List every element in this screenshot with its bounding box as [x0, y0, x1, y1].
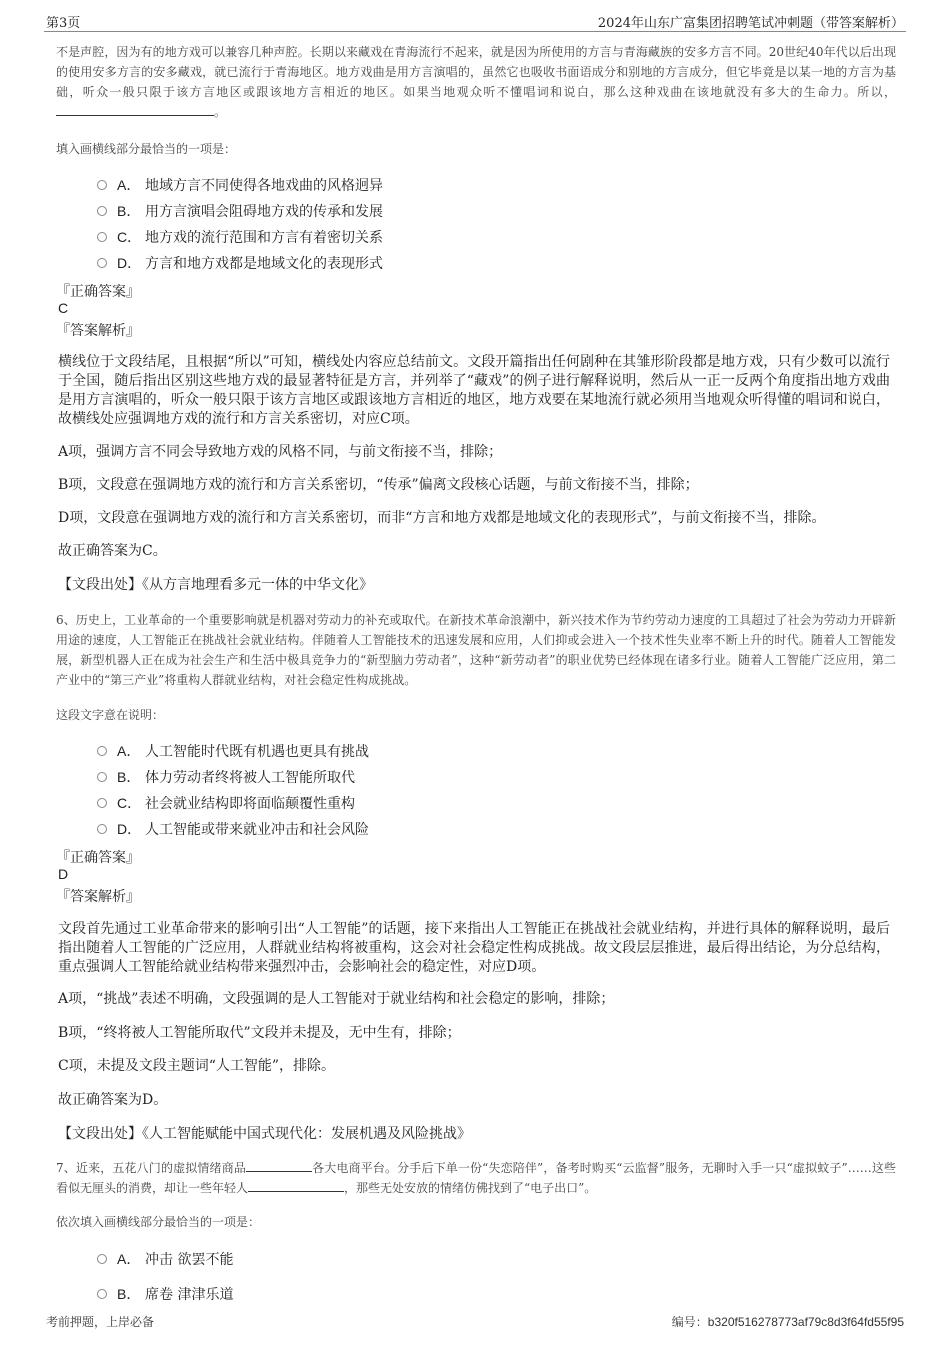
q5-blank [56, 103, 214, 116]
radio-icon[interactable] [97, 824, 107, 834]
radio-icon[interactable] [97, 1254, 107, 1264]
q6-option-d[interactable]: D． 人工智能或带来就业冲击和社会风险 [97, 819, 369, 839]
q7-option-a[interactable]: A． 冲击 欲罢不能 [97, 1249, 233, 1269]
header-divider [44, 31, 906, 32]
q6-passage: 6、历史上，工业革命的一个重要影响就是机器对劳动力的补充或取代。在新技术革命浪潮中，新兴技术作为节约劳动力速度的工具超过了社会为劳动力开辟新用途的速度，人工智能正在挑战社会就业结构。伴随着人工智能技术的迅速发展和应用，人们抑或会进入一个技术性失业率不断上升的时代。随着人工智能发展，新型机器人正在成为社会生产和生活中极具竞争力的“新型脑力劳动者”，这种“新劳动者”的职业优势已经体现在诸多行业。随着人工智能广泛应用，第二产业中的“第三产业”将重构人群就业结构，对社会稳定性构成挑战。 [56, 613, 896, 687]
q6-analysis-a: A项，“挑战”表述不明确，文段强调的是人工智能对于就业结构和社会稳定的影响，排除； [58, 991, 615, 1007]
radio-icon[interactable] [97, 772, 107, 782]
radio-icon[interactable] [97, 1289, 107, 1299]
q5-analysis-a: A项，强调方言不同会导致地方戏的风格不同，与前文衔接不当，排除； [58, 444, 503, 460]
q5-source: 【文段出处】《从方言地理看多元一体的中华文化》 [58, 577, 373, 593]
q7-blank-1 [246, 1159, 312, 1172]
q5-prompt: 填入画横线部分最恰当的一项是： [56, 142, 237, 156]
q5-passage [56, 42, 896, 122]
q6-analysis-label: 『答案解析』 [56, 889, 140, 905]
q6-analysis-b: B项，“终将被人工智能所取代”文段并未提及，无中生有，排除； [58, 1025, 461, 1041]
q6-answer: D [58, 866, 69, 882]
q5-passage-text: 不是声腔，因为有的地方戏可以兼容几种声腔。长期以来藏戏在青海流行不起来，就是因为所使用的方言与青海藏族的安多方言不同。20世纪40年代以后出现的使用安多方言的安多藏戏，就已流行于青海地区。地方戏曲是用方言演唱的，虽然它也吸收书面语成分和别地的方言成分，但它毕竟是以某一地的方言为基础，听众一般只限于该方言地区或跟该地方言相近的地区。如果当地观众听不懂唱词和说白，那么这种戏曲在该地就没有多大的生命力。所以， [56, 45, 896, 99]
q6-answer-label: 『正确答案』 [56, 850, 140, 866]
q6-option-c[interactable]: C． 社会就业结构即将面临颠覆性重构 [97, 793, 355, 813]
q6-option-a[interactable]: A． 人工智能时代既有机遇也更具有挑战 [97, 741, 369, 761]
q7-passage: 7、近来，五花八门的虚拟情绪商品 各大电商平台。分手后下单一份“失恋陪伴”，备考时购买“云监督”服务，无聊时入手一只“虚拟蚊子”……这些看似无厘头的消费，却让一些年轻人 ，那些无处安放的情绪仿佛找到了“电子出口”。 [56, 1161, 896, 1195]
radio-icon[interactable] [97, 206, 107, 216]
page-header [46, 12, 904, 32]
page-number: 第3页 [46, 16, 81, 31]
q5-analysis-b: B项，文段意在强调地方戏的流行和方言关系密切，“传承”偏离文段核心话题，与前文衔接不当，排除； [58, 477, 699, 493]
q6-analysis-main: 文段首先通过工业革命带来的影响引出“人工智能”的话题，接下来指出人工智能正在挑战社会就业结构，并进行具体的解释说明，最后指出随着人工智能的广泛应用，人群就业结构将被重构，这会对社会稳定性构成挑战。故文段层层推进，最后得出结论，为分总结构，重点强调人工智能给就业结构带来强烈冲击，会影响社会的稳定性，对应D项。 [58, 921, 890, 975]
radio-icon[interactable] [97, 180, 107, 190]
q5-option-d[interactable]: D． 方言和地方戏都是地域文化的表现形式 [97, 253, 383, 273]
q7-option-b[interactable]: B． 席卷 津津乐道 [97, 1284, 233, 1304]
q5-option-c[interactable]: C． 地方戏的流行范围和方言有着密切关系 [97, 227, 383, 247]
q6-conclusion: 故正确答案为D。 [58, 1092, 168, 1108]
q6-prompt: 这段文字意在说明： [56, 708, 165, 722]
q5-option-b[interactable]: B． 用方言演唱会阻碍地方戏的传承和发展 [97, 201, 383, 221]
document-title: 2024年山东广富集团招聘笔试冲刺题（带答案解析） [597, 16, 904, 31]
q6-source: 【文段出处】《人工智能赋能中国式现代化：发展机遇及风险挑战》 [58, 1126, 471, 1142]
q5-option-a[interactable]: A． 地域方言不同使得各地戏曲的风格迥异 [97, 175, 383, 195]
q5-answer: C [58, 300, 69, 316]
footer-serial: 编号：b320f516278773af79c8d3f64fd55f95 [671, 1315, 904, 1329]
q5-analysis-main: 横线位于文段结尾，且根据“所以”可知，横线处内容应总结前文。文段开篇指出任何剧种在其雏形阶段都是地方戏，只有少数可以流行于全国，随后指出区别这些地方戏的最显著特征是方言，并列举了“藏戏”的例子进行解释说明，然后从一正一反两个角度指出地方戏曲是用方言演唱的，听众一般只限于该方言地区或跟该地方言相近的地区，地方戏要在某地流行就必须用当地观众听得懂的唱词和说白，故横线处应强调地方戏的流行和方言关系密切，对应C项。 [58, 354, 890, 427]
q7-prompt: 依次填入画横线部分最恰当的一项是： [56, 1215, 261, 1229]
q5-analysis-d: D项，文段意在强调地方戏的流行和方言关系密切，而非“方言和地方戏都是地域文化的表现形式”，与前文衔接不当，排除。 [58, 510, 826, 526]
q5-analysis-label: 『答案解析』 [56, 323, 140, 339]
q5-passage-end: 。 [214, 105, 227, 119]
q7-blank-2 [248, 1179, 344, 1192]
q6-option-b[interactable]: B． 体力劳动者终将被人工智能所取代 [97, 767, 355, 787]
q6-analysis-c: C项，未提及文段主题词“人工智能”，排除。 [58, 1058, 336, 1074]
q5-answer-label: 『正确答案』 [56, 284, 140, 300]
radio-icon[interactable] [97, 232, 107, 242]
radio-icon[interactable] [97, 258, 107, 268]
radio-icon[interactable] [97, 798, 107, 808]
footer-slogan: 考前押题，上岸必备 [46, 1315, 155, 1329]
radio-icon[interactable] [97, 746, 107, 756]
q5-conclusion: 故正确答案为C。 [58, 543, 167, 559]
